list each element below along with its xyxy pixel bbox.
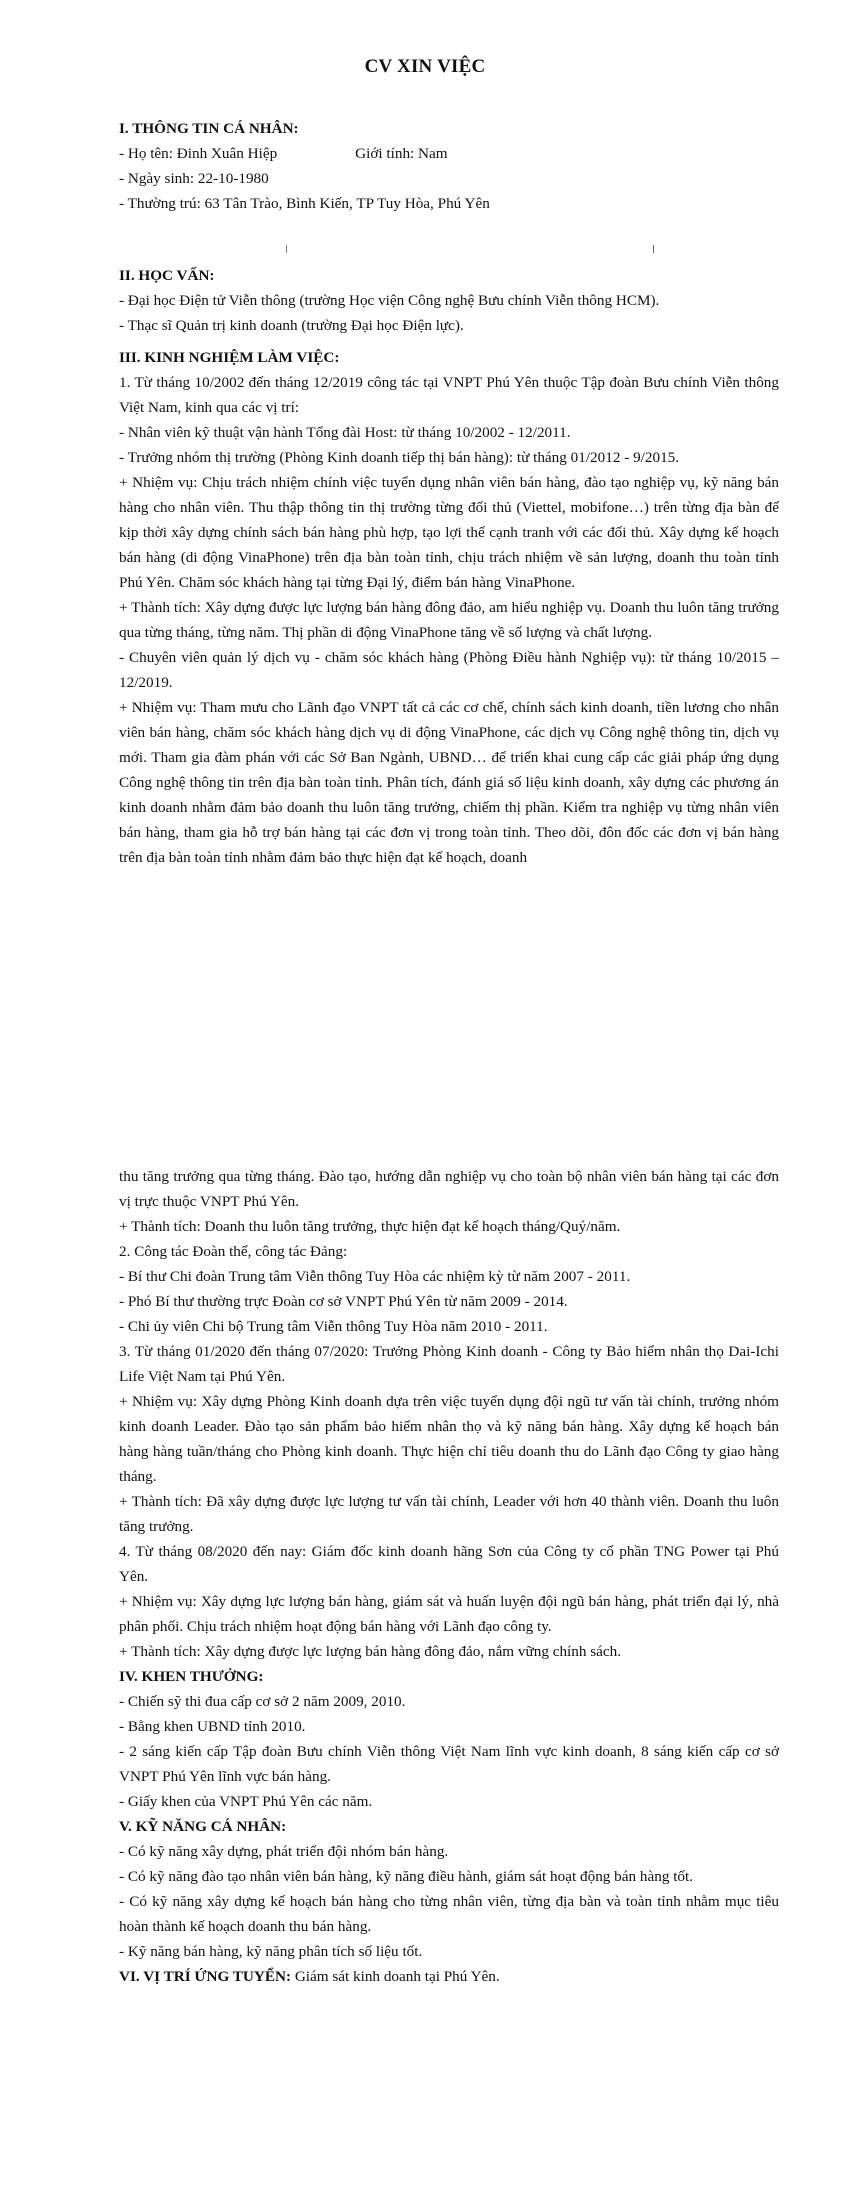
experience-paragraph: - Phó Bí thư thường trực Đoàn cơ sở VNPT Phú Yên từ năm 2009 - 2014. xyxy=(119,1293,568,1310)
experience-paragraph: + Thành tích: Xây dựng được lực lượng bán hàng đông đảo, am hiểu nghiệp vụ. Doanh thu luôn tăng trưởng qua từng tháng, từng năm. Thị phần di động VinaPhone tăng về số lượng và chất lượng. xyxy=(119,599,779,641)
skill-item: - Có kỹ năng đào tạo nhân viên bán hàng, kỹ năng điều hành, giám sát hoạt động bán hàng tốt. xyxy=(119,1868,694,1885)
experience-paragraph: - Chi ủy viên Chi bộ Trung tâm Viễn thông Tuy Hòa năm 2010 - 2011. xyxy=(119,1318,548,1335)
experience-paragraph: + Nhiệm vụ: Xây dựng lực lượng bán hàng, giám sát và huấn luyện đội ngũ bán hàng, phát triển đại lý, nhà phân phối. Chịu trách nhiệm hoạt động bán hàng với Lãnh đạo công ty. xyxy=(119,1593,779,1635)
position-value: Giám sát kinh doanh tại Phú Yên. xyxy=(294,1968,500,1985)
experience-paragraph: - Bí thư Chi đoàn Trung tâm Viễn thông Tuy Hòa các nhiệm kỳ từ năm 2007 - 2011. xyxy=(119,1268,631,1285)
experience-paragraph: + Nhiệm vụ: Tham mưu cho Lãnh đạo VNPT tất cả các cơ chế, chính sách kinh doanh, tiền lương cho nhân viên bán hàng, chăm sóc khách hàng dịch vụ di động VinaPhone, các dịch vụ Công nghệ thông tin, dịch vụ mới. Tham gia đàm phán với các Sở Ban Ngành, UBND… để triển khai cung cấp các giải pháp ứng dụng Công nghệ thông tin trên địa bàn toàn tỉnh. Phân tích, đánh giá số liệu kinh doanh, xây dựng các phương án kinh doanh nhằm đảm bảo doanh thu luôn tăng trưởng, chiếm thị phần. Kiểm tra nghiệp vụ từng nhân viên bán hàng, tham gia hỗ trợ bán hàng tại các đơn vị trong toàn tỉnh. Theo dõi, đôn đốc các đơn vị bán hàng trên địa bàn toàn tỉnh nhằm đảm bảo thực hiện đạt kế hoạch, doanh xyxy=(119,699,779,866)
scan-mark xyxy=(653,245,654,253)
position-line xyxy=(119,1964,779,1989)
experience-paragraph: 2. Công tác Đoàn thể, công tác Đảng: xyxy=(119,1243,348,1260)
skill-item: - Có kỹ năng xây dựng kế hoạch bán hàng cho từng nhân viên, từng địa bàn và toàn tỉnh nhằm mục tiêu hoàn thành kế hoạch doanh thu bán hàng. xyxy=(119,1893,779,1935)
skill-item: - Kỹ năng bán hàng, kỹ năng phân tích số liệu tốt. xyxy=(119,1943,423,1960)
skill-item: - Có kỹ năng xây dựng, phát triển đội nhóm bán hàng. xyxy=(119,1843,449,1860)
education-section xyxy=(119,263,779,338)
personal-info-section xyxy=(119,116,779,216)
experience-paragraph: 1. Từ tháng 10/2002 đến tháng 12/2019 công tác tại VNPT Phú Yên thuộc Tập đoàn Bưu chính Viễn thông Việt Nam, kinh qua các vị trí: xyxy=(119,374,779,416)
experience-paragraph: - Trưởng nhóm thị trường (Phòng Kinh doanh tiếp thị bán hàng): từ tháng 01/2012 - 9/2015. xyxy=(119,449,680,466)
experience-section xyxy=(119,345,779,870)
experience-paragraph: 4. Từ tháng 08/2020 đến nay: Giám đốc kinh doanh hãng Sơn của Công ty cổ phần TNG Power tại Phú Yên. xyxy=(119,1543,779,1585)
award-item: - Chiến sỹ thi đua cấp cơ sở 2 năm 2009, 2010. xyxy=(119,1693,406,1710)
gender-text: Giới tính: Nam xyxy=(355,145,448,162)
experience-paragraph: + Nhiệm vụ: Xây dựng Phòng Kinh doanh dựa trên việc tuyển dụng đội ngũ tư vấn tài chính, trưởng nhóm kinh doanh Leader. Đào tạo sản phẩm bảo hiểm nhân thọ và kỹ năng bán hàng. Xây dựng kế hoạch bán hàng hàng tuần/tháng cho Phòng kinh doanh. Thực hiện chỉ tiêu doanh thu do Lãnh đạo Công ty giao hàng tháng. xyxy=(119,1393,779,1485)
award-item: - Bằng khen UBND tỉnh 2010. xyxy=(119,1718,306,1735)
experience-paragraph: - Nhân viên kỹ thuật vận hành Tổng đài Host: từ tháng 10/2002 - 12/2011. xyxy=(119,424,571,441)
education-item: - Đại học Điện tử Viễn thông (trường Học viện Công nghệ Bưu chính Viễn thông HCM). xyxy=(119,292,660,309)
experience-paragraph: + Thành tích: Xây dựng được lực lượng bán hàng đông đảo, nắm vững chính sách. xyxy=(119,1643,622,1660)
personal-name xyxy=(119,141,779,166)
experience-paragraph: + Thành tích: Đã xây dựng được lực lượng tư vấn tài chính, Leader với hơn 40 thành viên. Doanh thu luôn tăng trưởng. xyxy=(119,1493,779,1535)
experience-continued xyxy=(119,1164,779,1989)
education-item: - Thạc sĩ Quản trị kinh doanh (trường Đại học Điện lực). xyxy=(119,317,464,334)
award-item: - 2 sáng kiến cấp Tập đoàn Bưu chính Viễn thông Việt Nam lĩnh vực kinh doanh, 8 sáng kiến cấp cơ sở VNPT Phú Yên lĩnh vực bán hàng. xyxy=(119,1743,779,1785)
skills-heading: V. KỸ NĂNG CÁ NHÂN: xyxy=(119,1818,287,1835)
position-heading: VI. VỊ TRÍ ỨNG TUYỂN: xyxy=(119,1968,292,1985)
experience-paragraph: - Chuyên viên quản lý dịch vụ - chăm sóc khách hàng (Phòng Điều hành Nghiệp vụ): từ tháng 10/2015 – 12/2019. xyxy=(119,649,779,691)
personal-address: - Thường trú: 63 Tân Trào, Bình Kiến, TP Tuy Hòa, Phú Yên xyxy=(119,195,490,212)
awards-heading: IV. KHEN THƯỞNG: xyxy=(119,1668,264,1685)
experience-heading: III. KINH NGHIỆM LÀM VIỆC: xyxy=(119,349,340,366)
scan-mark xyxy=(286,245,287,253)
experience-paragraph: + Thành tích: Doanh thu luôn tăng trưởng, thực hiện đạt kế hoạch tháng/Quý/năm. xyxy=(119,1218,621,1235)
award-item: - Giấy khen của VNPT Phú Yên các năm. xyxy=(119,1793,373,1810)
personal-birth: - Ngày sinh: 22-10-1980 xyxy=(119,170,269,187)
experience-paragraph: 3. Từ tháng 01/2020 đến tháng 07/2020: Trưởng Phòng Kinh doanh - Công ty Bảo hiểm nhân thọ Dai-Ichi Life Việt Nam tại Phú Yên. xyxy=(119,1343,779,1385)
page-title: CV XIN VIỆC xyxy=(364,56,486,77)
personal-info-heading: I. THÔNG TIN CÁ NHÂN: xyxy=(119,120,299,137)
name-text: - Họ tên: Đinh Xuân Hiệp xyxy=(119,145,278,162)
education-heading: II. HỌC VẤN: xyxy=(119,267,215,284)
experience-paragraph: + Nhiệm vụ: Chịu trách nhiệm chính việc tuyển dụng nhân viên bán hàng, đào tạo nghiệp vụ, kỹ năng bán hàng cho nhân viên. Thu thập thông tin thị trường từng đối thủ (Viettel, mobifone…) trên từng địa bàn để kịp thời xây dựng chính sách bán hàng phù hợp, tạo lợi thế cạnh tranh với các đối thủ. Xây dựng kế hoạch bán hàng (di động VinaPhone) trên địa bàn toàn tỉnh, chịu trách nhiệm về sản lượng, doanh thu toàn tỉnh Phú Yên. Chăm sóc khách hàng tại từng Đại lý, điểm bán hàng VinaPhone. xyxy=(119,474,779,591)
experience-paragraph: thu tăng trưởng qua từng tháng. Đào tạo, hướng dẫn nghiệp vụ cho toàn bộ nhân viên bán hàng tại các đơn vị trực thuộc VNPT Phú Yên. xyxy=(119,1168,779,1210)
